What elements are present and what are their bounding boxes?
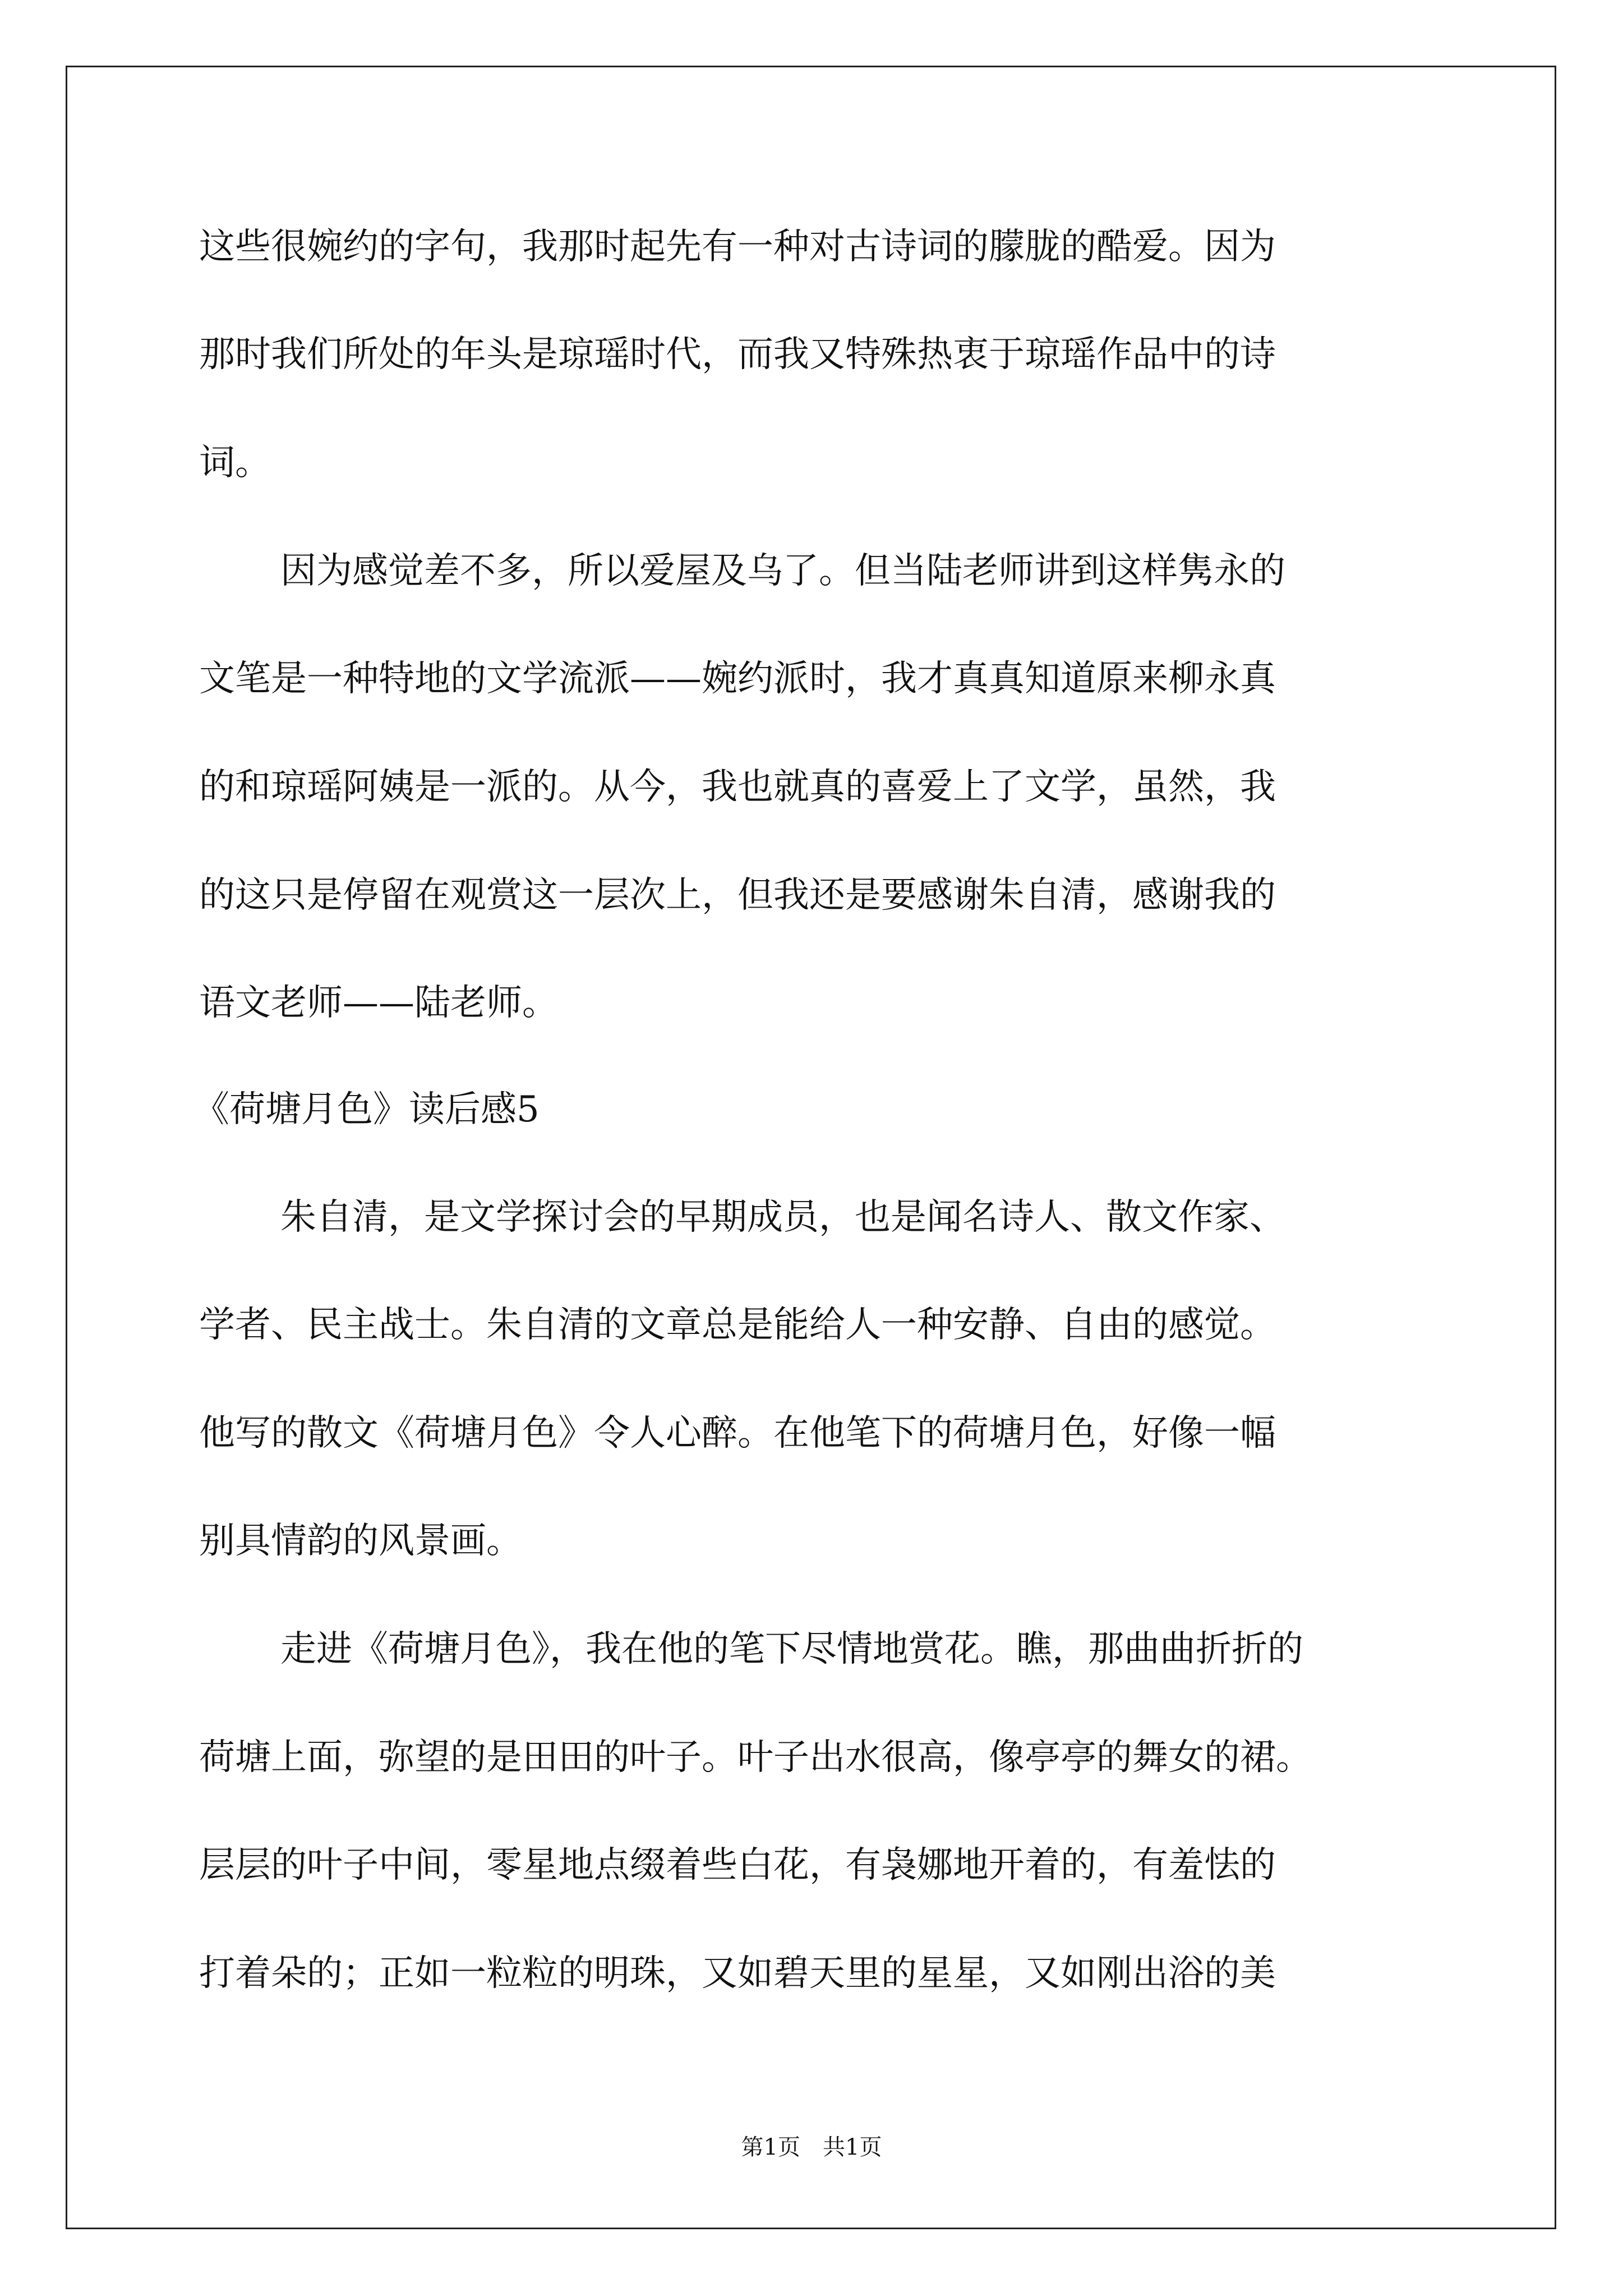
- page-border: [66, 66, 1556, 2229]
- text-line: 文笔是一种特地的文学流派——婉约派时，我才真真知道原来柳永真: [199, 658, 1276, 700]
- text-line: 别具情韵的风景画。: [199, 1520, 522, 1562]
- paragraph-start: 走进《荷塘月色》，我在他的笔下尽情地赏花。瞧，那曲曲折折的: [280, 1628, 1303, 1670]
- text-line: 他写的散文《荷塘月色》令人心醉。在他笔下的荷塘月色，好像一幅: [199, 1412, 1276, 1454]
- text-line: 荷塘上面，弥望的是田田的叶子。叶子出水很高，像亭亭的舞女的裙。: [199, 1737, 1312, 1778]
- text-line: 那时我们所处的年头是琼瑶时代，而我又特殊热衷于琼瑶作品中的诗: [199, 334, 1276, 375]
- page-number: 第1页 共1页: [741, 2134, 882, 2160]
- text-line: 层层的叶子中间，零星地点缀着些白花，有袅娜地开着的，有羞怯的: [199, 1844, 1276, 1886]
- text-line: 的这只是停留在观赏这一层次上，但我还是要感谢朱自清，感谢我的: [199, 875, 1276, 916]
- text-line: 学者、民主战士。朱自清的文章总是能给人一种安静、自由的感觉。: [199, 1304, 1276, 1346]
- text-line: 这些很婉约的字句，我那时起先有一种对古诗词的朦胧的酷爱。因为: [199, 226, 1276, 268]
- paragraph-start: 因为感觉差不多，所以爱屋及乌了。但当陆老师讲到这样隽永的: [280, 550, 1285, 592]
- text-line: 的和琼瑶阿姨是一派的。从今，我也就真的喜爱上了文学，虽然，我: [199, 766, 1276, 808]
- text-line: 词。: [199, 442, 271, 484]
- section-heading: 《荷塘月色》读后感5: [193, 1089, 540, 1130]
- text-line: 打着朵的；正如一粒粒的明珠，又如碧天里的星星，又如刚出浴的美: [199, 1953, 1276, 1994]
- paragraph-start: 朱自清，是文学探讨会的早期成员，也是闻名诗人、散文作家、: [280, 1197, 1285, 1238]
- text-line: 语文老师——陆老师。: [199, 982, 558, 1024]
